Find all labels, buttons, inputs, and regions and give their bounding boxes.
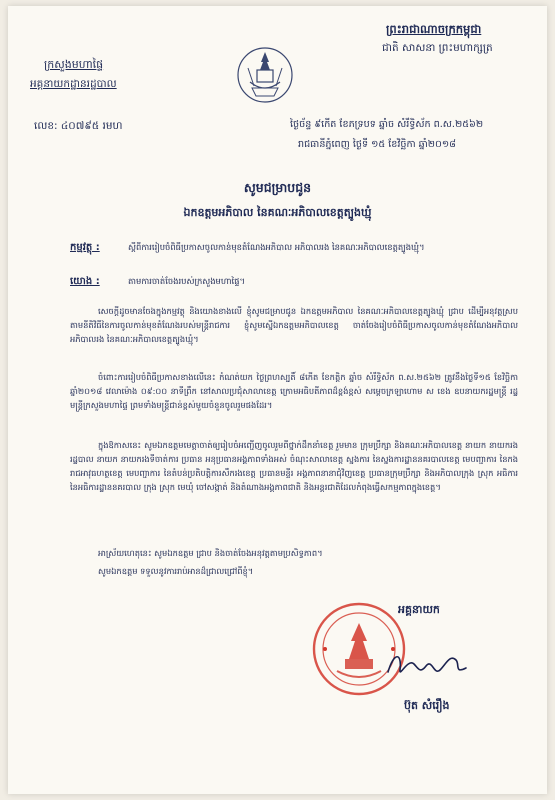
ministry-name: ក្រសួងមហាផ្ទៃ [44, 58, 104, 71]
royal-emblem-icon [236, 42, 294, 108]
signatory-role: អគ្គនាយក [398, 603, 440, 616]
document-page [8, 6, 547, 794]
subject-text: ស្ដីពីការរៀបចំពិធីប្រកាសចូលកាន់មុខតំណែងអភិបាល អភិបាលរង នៃគណៈអភិបាលខេត្តត្បូងឃ្មុំ។ [128, 242, 425, 252]
signatory-name: ប៊ុត សំរឿង [404, 699, 450, 712]
reference-text: តាមការចាត់ចែងរបស់ក្រសួងមហាផ្ទៃ។ [128, 276, 245, 286]
addressee: ឯកឧត្តមអភិបាល នៃគណៈអភិបាលខេត្តត្បូងឃ្មុំ [183, 206, 372, 219]
kingdom-title: ព្រះរាជាណាចក្រកម្ពុជា [386, 22, 482, 36]
body-paragraph-1: សេចក្ដីដូចមានចែងក្នុងកម្មវត្ថុ និងយោងខាងលើ ខ្ញុំសូមជម្រាបជូន ឯកឧត្តមអភិបាល នៃគណៈអភិបាលខេត្តត្បូងឃ្មុំ ជ្រាប ដើម្បីអនុវត្តស្របតាមនីតិវិធីនៃការចូលកាន់មុខតំណែងរបស់មន្ត្រីរាជការ ខ្ញុំសូមស្នើឯកឧត្តមអភិបាលខេត្ត ចាត់ចែងរៀបចំពិធីប្រកាសចូលកាន់មុខតំណែងអភិបាល អភិបាលរង នៃគណៈអភិបាលខេត្តត្បូងឃ្មុំ។ [70, 306, 518, 344]
lunar-date: ថ្ងៃច័ន្ទ ៩កើត ខែភទ្របទ ឆ្នាំច សំរឹទ្ធិស័ក ព.ស.២៥៦២ [290, 119, 484, 130]
closing-line: សូមឯកឧត្តម ទទួលនូវការរាប់អានដ៏ជ្រាលជ្រៅពីខ្ញុំ។ [98, 566, 254, 576]
subject-label: កម្មវត្ថុ : [70, 242, 100, 253]
handwritten-signature-icon [384, 646, 470, 682]
city-date: រាជធានីភ្នំពេញ ថ្ងៃទី ១៥ ខែវិច្ឆិកា ឆ្នាំ២០១៨ [298, 139, 456, 150]
kingdom-motto: ជាតិ សាសនា ព្រះមហាក្សត្រ [382, 42, 493, 54]
salutation: សូមជម្រាបជូន [243, 180, 312, 195]
body-paragraph-3: ក្នុងឱកាសនេះ សូមឯកឧត្តមមេត្តាចាត់ឲ្យរៀបចំអញ្ជើញចូលរួមពីថ្នាក់ដឹកនាំខេត្ត រួមមាន ក្រុមប្រឹក្សា និងគណៈអភិបាលខេត្ត នាយក នាយករងរដ្ឋបាល នាយក នាយករងទីចាត់ការ ប្រធាន អនុប្រធានអង្គភាពទាំងអស់ ចំណុះសាលាខេត្ត ស្នងការ នៃស្នងការដ្ឋាននគរបាលខេត្ត មេបញ្ជាការ នៃកងរាជអាវុធហត្ថខេត្ត មេបញ្ជាការ នៃតំបន់ប្រតិបត្តិការសឹករងខេត្ត ប្រធានមន្ទីរ អង្គភាពនានាជុំវិញខេត្ត ប្រធានក្រុមប្រឹក្សា និងអភិបាលក្រុង ស្រុក អធិការ នៃអធិការដ្ឋាននគរបាល ក្រុង ស្រុក មេឃុំ ចៅសង្កាត់ និងតំណាងអង្គភាពជាតិ និងអន្តរជាតិដែលកំពុងធ្វើសកម្មភាពក្នុងខេត្ត។ [70, 440, 518, 492]
body-paragraph-2: ចំពោះការរៀបចំពិធីប្រកាសខាងលើនេះ កំណត់យក ថ្ងៃព្រហស្បតិ៍ ៨កើត ខែកត្តិក ឆ្នាំច សំរឹទ្ធិស័ក ព.ស.២៥៦២ ត្រូវនឹងថ្ងៃទី១៥ ខែវិច្ឆិកា ឆ្នាំ២០១៨ វេលាម៉ោង ០៩:០០ នាទីព្រឹក នៅសាលប្រជុំសាលាខេត្ត ក្រោមអធិបតីភាពដ៏ខ្ពង់ខ្ពស់ សម្ដេចក្រឡាហោម ស ខេង ឧបនាយករដ្ឋមន្ត្រី រដ្ឋមន្ត្រីក្រសួងមហាផ្ទៃ ព្រមទាំងមន្ត្រីជាន់ខ្ពស់មួយចំនួនចូលរួមផងដែរ។ [70, 372, 518, 410]
department-name: អគ្គនាយកដ្ឋានរដ្ឋបាល [30, 78, 117, 90]
reference-label: យោង : [70, 276, 100, 287]
body-paragraph-4: អាស្រ័យហេតុនេះ សូមឯកឧត្តម ជ្រាប និងចាត់ចែងអនុវត្តតាមប្រសិទ្ធភាព។ [98, 548, 323, 558]
reference-number: លេខ: ៤០៧៩៥ រមហ [34, 120, 123, 132]
